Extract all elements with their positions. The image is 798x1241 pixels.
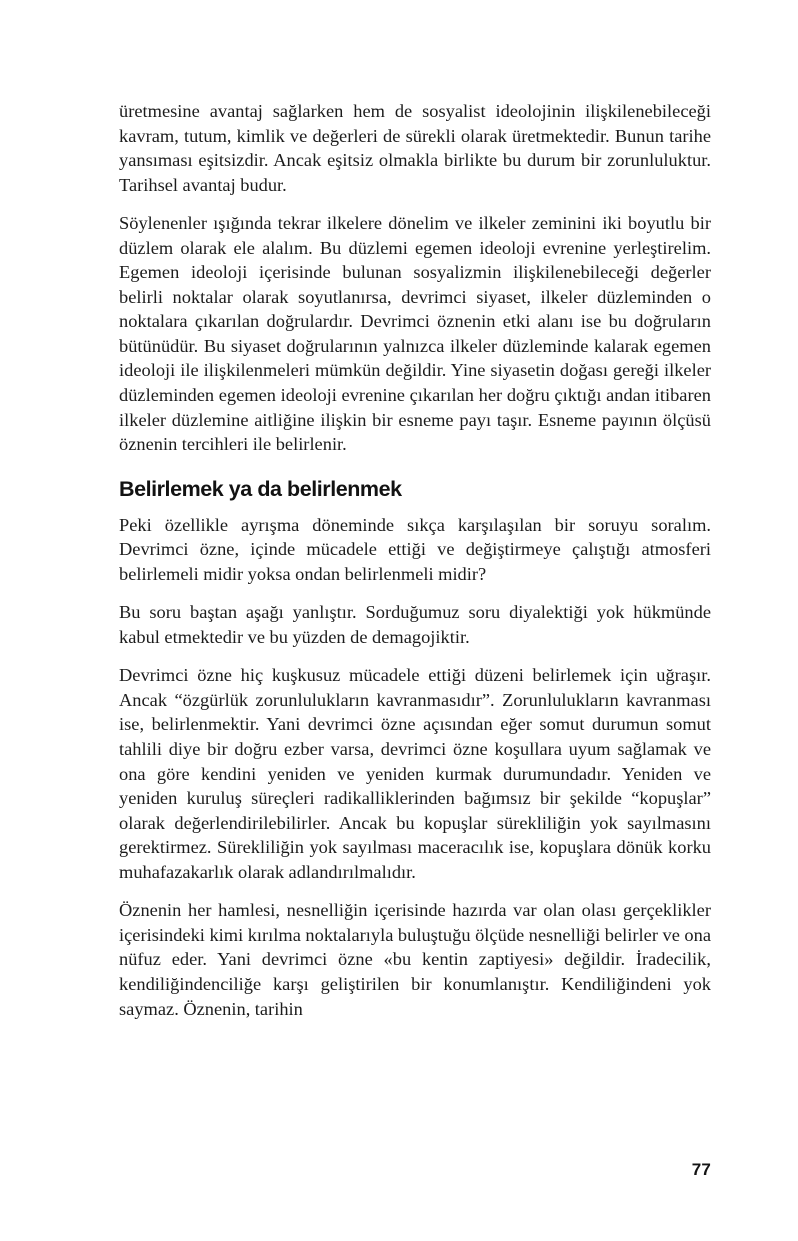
section-heading: Belirlemek ya da belirlenmek (119, 476, 402, 501)
paragraph-6: Öznenin her hamlesi, nesnelliğin içerisinde hazırda var olan olası gerçeklikler içerisindeki kimi kırılma noktalarıyla buluştuğu ölçüde nesnelliği belirler ve ona nüfuz eder. Yani devrimci özne «bu kentin zaptiyesi» değildir. İradecilik, kendiliğindenciliğe karşı geliştirilen bir konumlanıştır. Kendiliğindeni yok saymaz. Öznenin, tarihin (119, 900, 711, 1019)
paragraph-4: Bu soru baştan aşağı yanlıştır. Sorduğumuz soru diyalektiği yok hükmünde kabul etmektedir ve bu yüzden de demagojiktir. (119, 602, 711, 647)
page-number: 77 (691, 1160, 711, 1179)
paragraph-1: üretmesine avantaj sağlarken hem de sosyalist ideolojinin ilişkilenebileceği kavram, tutum, kimlik ve değerleri de sürekli olarak üretmektedir. Bunun tarihe yansıması eşitsizdir. Ancak eşitsiz olmakla birlikte bu durum bir zorunluluktur. Tarihsel avantaj budur. (119, 101, 711, 195)
paragraph-2: Söylenenler ışığında tekrar ilkelere dönelim ve ilkeler zeminini iki boyutlu bir düzlem olarak ele alalım. Bu düzlemi egemen ideoloji evrenine yerleştirelim. Egemen ideoloji içerisinde bulunan sosyalizmin ilişkilenebileceği değerler belirli noktalar olarak soyutlanırsa, devrimci siyaset, ilkeler düzleminden o noktalara çıkarılan doğrulardır. Devrimci öznenin etki alanı ise bu doğruların bütünüdür. Bu siyaset doğrularının yalnızca ilkeler düzleminde kalarak egemen ideoloji ile ilişkilenmeleri mümkün değildir. Yine siyasetin doğası gereği ilkeler düzleminden egemen ideoloji evrenine çıkarılan her doğru çıktığı andan itibaren ilkeler düzlemine aitliğine ilişkin bir esneme payı taşır. Esneme payının ölçüsü öznenin tercihleri ile belirlenir. (119, 213, 711, 455)
text-column (119, 99, 711, 1035)
section-heading-block (119, 476, 711, 502)
paragraph-5: Devrimci özne hiç kuşkusuz mücadele ettiği düzeni belirlemek için uğraşır. Ancak “özgürlük zorunlulukların kavranmasıdır”. Zorunlulukların kavranması ise, belirlenmektir. Yani devrimci özne açısından eğer somut durumun somut tahlili diye bir doğru ezber varsa, devrimci özne koşullara uyum sağlamak ve ona göre kendini yeniden ve yeniden kurmak durumundadır. Yeniden ve yeniden kuruluş süreçleri radikalliklerinden bağımsız bir şekilde “kopuşlar” olarak değerlendirilebilirler. Ancak bu kopuşlar sürekliliğin yok sayılmasını gerektirmez. Sürekliliğin yok sayılması maceracılık ise, kopuşlara dönük korku muhafazakarlık olarak adlandırılmalıdır. (119, 665, 711, 882)
paragraph-3: Peki özellikle ayrışma döneminde sıkça karşılaşılan bir soruyu soralım. Devrimci özne, içinde mücadele ettiği ve değiştirmeye çalıştığı atmosferi belirlemeli midir yoksa ondan belirlenmeli midir? (119, 514, 711, 584)
